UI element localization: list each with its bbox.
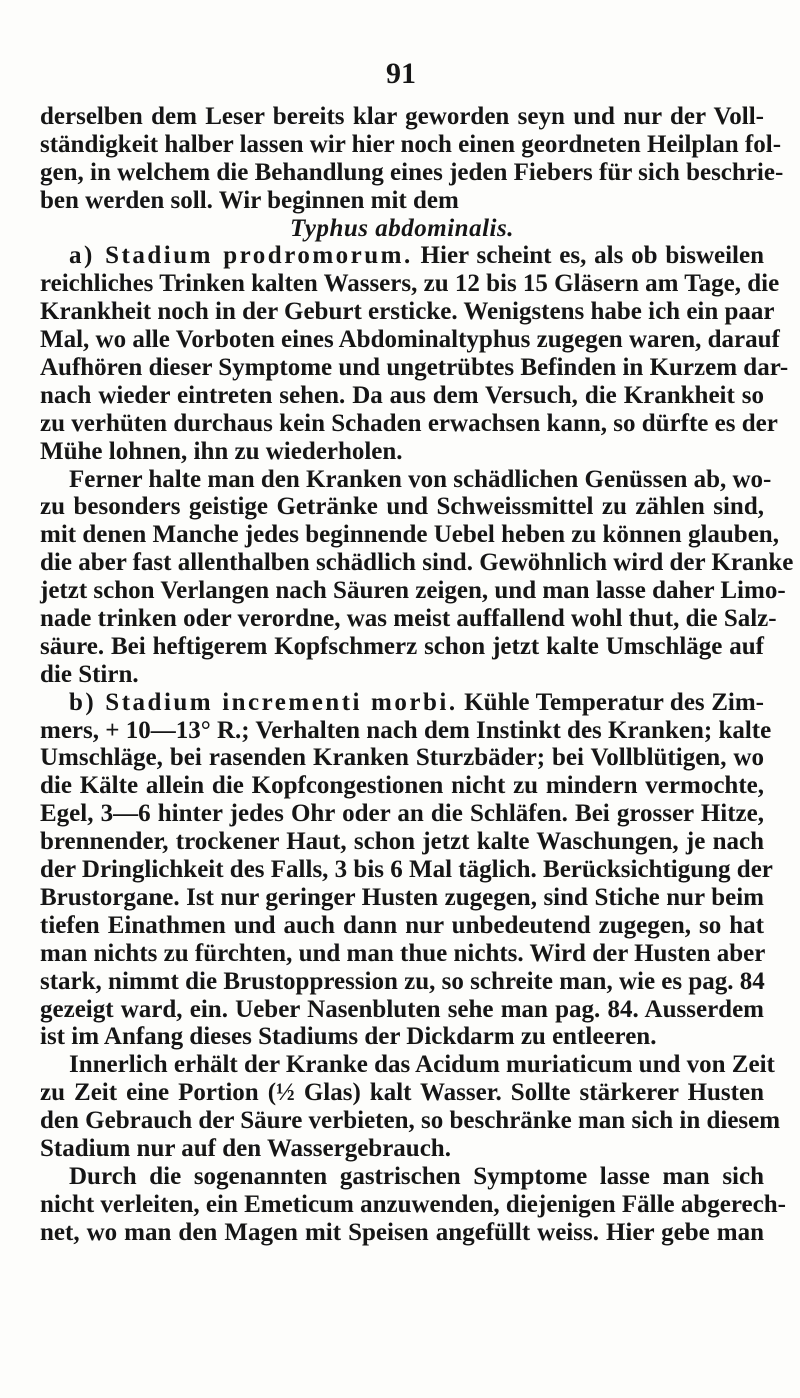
text-line: jetzt schon Verlangen nach Säuren zeigen, und man lasse daher Limo- (40, 577, 786, 605)
text-line: Ferner halte man den Kranken von schädlichen Genüssen ab, wo- (69, 465, 772, 493)
text-line: zu besonders geistige Getränke und Schweissmittel zu zählen sind, (40, 493, 764, 521)
text-line: zu Zeit eine Portion (½ Glas) kalt Wasser. Sollte stärkerer Husten (40, 1079, 764, 1107)
text-line: Stadium nur auf den Wassergebrauch. (40, 1134, 451, 1162)
text-line: die Stirn. (40, 660, 139, 688)
text-line: man nichts zu fürchten, und man thue nichts. Wird der Husten aber (40, 939, 766, 967)
section-heading: Typhus abdominalis. (290, 214, 514, 242)
text-line: ben werden soll. Wir beginnen mit dem (40, 186, 459, 214)
text-line: die aber fast allenthalben schädlich sind. Gewöhnlich wird der Kranke (40, 549, 794, 577)
text-line: b) Stadium incrementi morbi. Kühle Temperatur des Zim- (69, 688, 764, 716)
text-line: Egel, 3—6 hinter jedes Ohr oder an die Schläfen. Bei grosser Hitze, (40, 800, 764, 828)
text-line: a) Stadium prodromorum. Hier scheint es, als ob bisweilen (69, 242, 764, 270)
text-line: Durch die sogenannten gastrischen Symptome lasse man sich (69, 1162, 764, 1190)
text-line: nach wieder eintreten sehen. Da aus dem Versuch, die Krankheit so (40, 381, 764, 409)
text-line: derselben dem Leser bereits klar geworden seyn und nur der Voll- (40, 103, 764, 130)
text-line: zu verhüten durchaus kein Schaden erwachsen kann, so dürfte es der (40, 409, 778, 437)
spaced-lead-in: b) Stadium incrementi morbi. (69, 688, 458, 716)
text-line: mit denen Manche jedes beginnende Uebel heben zu können glauben, (40, 521, 779, 549)
page-number: 91 (386, 57, 416, 90)
body-text (40, 103, 794, 1247)
text-line: Innerlich erhält der Kranke das Acidum muriaticum und von Zeit (69, 1051, 775, 1079)
text-line: stark, nimmt die Brustoppression zu, so schreite man, wie es pag. 84 (40, 967, 765, 995)
text-line: net, wo man den Magen mit Speisen angefüllt weiss. Hier gebe man (40, 1218, 764, 1246)
text-line: säure. Bei heftigerem Kopfschmerz schon jetzt kalte Umschläge auf (40, 632, 764, 660)
text-line: gen, in welchem die Behandlung eines jeden Fiebers für sich beschrie- (40, 158, 784, 186)
text-line: die Kälte allein die Kopfcongestionen nicht zu mindern vermochte, (40, 772, 764, 800)
text-line: ständigkeit halber lassen wir hier noch einen geordneten Heilplan fol- (40, 130, 782, 158)
text-line: den Gebrauch der Säure verbieten, so beschränke man sich in diesem (40, 1107, 781, 1135)
text-line: Mal, wo alle Vorboten eines Abdominaltyphus zugegen waren, darauf (40, 326, 780, 354)
text-line: Mühe lohnen, ihn zu wiederholen. (40, 437, 403, 465)
text-line: Aufhören dieser Symptome und ungetrübtes Befinden in Kurzem dar- (40, 354, 789, 382)
text-line: Umschläge, bei rasenden Kranken Sturzbäder; bei Vollblütigen, wo (40, 744, 764, 772)
text-line: Brustorgane. Ist nur geringer Husten zugegen, sind Stiche nur beim (40, 883, 764, 911)
text-line: Krankheit noch in der Geburt ersticke. Wenigstens habe ich ein paar (40, 298, 775, 326)
text-line: tiefen Einathmen und auch dann nur unbedeutend zugegen, so hat (40, 911, 764, 939)
text-line: nicht verleiten, ein Emeticum anzuwenden, diejenigen Fälle abgerech- (40, 1190, 786, 1218)
text-line: mers, + 10—13° R.; Verhalten nach dem Instinkt des Kranken; kalte (40, 716, 772, 744)
text-line: nade trinken oder verordne, was meist auffallend wohl thut, die Salz- (40, 605, 777, 633)
text-line: gezeigt ward, ein. Ueber Nasenbluten sehe man pag. 84. Ausserdem (40, 995, 764, 1023)
text-line: ist im Anfang dieses Stadiums der Dickdarm zu entleeren. (40, 1023, 657, 1051)
spaced-lead-in: a) Stadium prodromorum. (69, 242, 413, 270)
text-line: der Dringlichkeit des Falls, 3 bis 6 Mal täglich. Berücksichtigung der (40, 856, 773, 884)
text-line: reichliches Trinken kalten Wassers, zu 12 bis 15 Gläsern am Tage, die (40, 270, 780, 298)
text-line: brennender, trockener Haut, schon jetzt kalte Waschungen, je nach (40, 828, 764, 856)
